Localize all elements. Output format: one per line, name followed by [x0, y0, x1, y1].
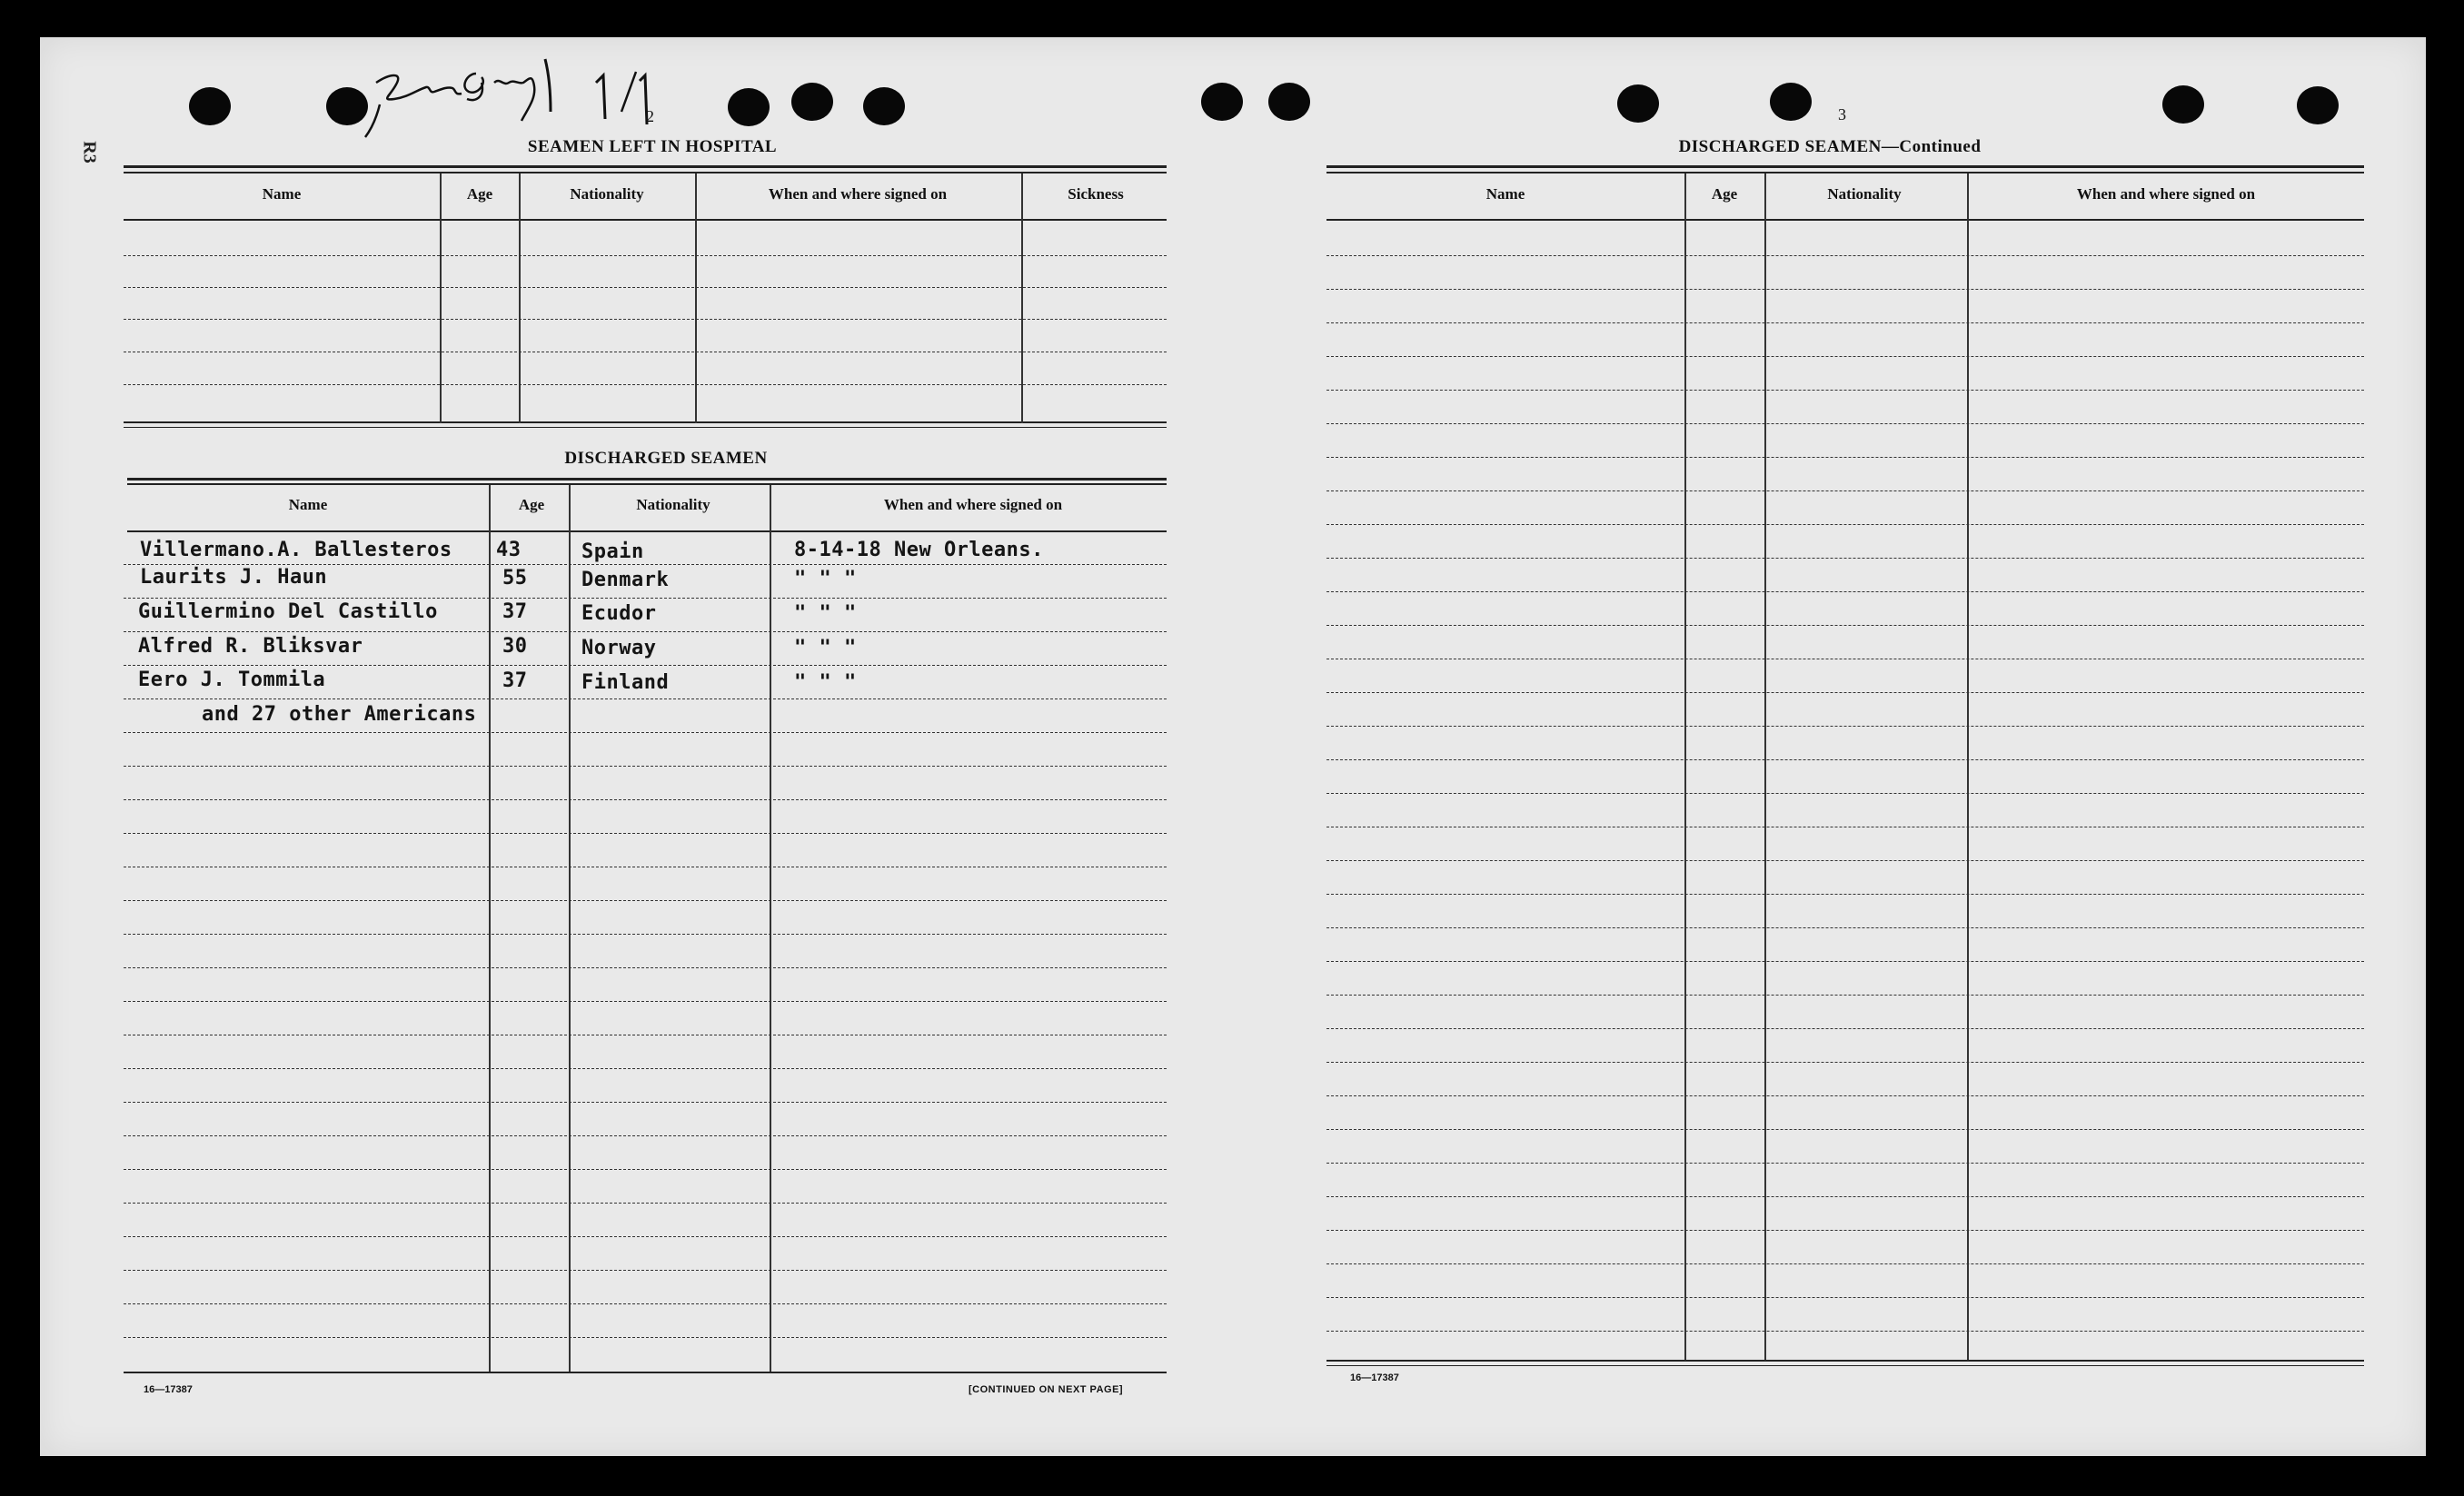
row-line [1326, 860, 2364, 861]
table-bottom-rule [124, 1372, 1167, 1373]
punch-hole [791, 83, 833, 121]
right-page-number: 3 [1838, 105, 1846, 124]
seaman-name: Villermano.A. Ballesteros [140, 539, 452, 561]
header-bottom-rule [124, 219, 1167, 221]
row-line [1326, 356, 2364, 357]
seaman-name: Alfred R. Bliksvar [138, 635, 363, 658]
header-bottom-rule [127, 530, 1167, 532]
column-divider [695, 173, 697, 423]
column-divider [770, 485, 771, 1372]
punch-hole [1770, 83, 1812, 121]
table-bottom-rule [124, 427, 1167, 428]
seaman-nationality: Ecudor [581, 602, 657, 625]
table-bottom-rule [1326, 1365, 2364, 1366]
column-divider [1021, 173, 1023, 423]
row-line [124, 967, 1167, 968]
hospital-header-name: Name [262, 185, 302, 203]
discharged-header-name: Name [288, 496, 328, 513]
row-line [1326, 1095, 2364, 1096]
row-line [124, 698, 1167, 699]
punch-hole [1617, 84, 1659, 123]
row-line [124, 1102, 1167, 1103]
left-form-number: 16—17387 [144, 1384, 193, 1395]
right-header-nationality: Nationality [1827, 185, 1902, 203]
right-form-number: 16—17387 [1350, 1372, 1399, 1383]
document-sheet [40, 37, 2426, 1456]
row-line [124, 732, 1167, 733]
seaman-age: 37 [502, 600, 528, 623]
column-divider [1764, 173, 1766, 1360]
seaman-signed-on: " " " [794, 671, 857, 694]
row-line [1326, 1230, 2364, 1231]
table-top-rule [124, 172, 1167, 173]
seaman-age: 37 [502, 669, 528, 692]
punch-hole [1201, 83, 1243, 121]
row-line [1326, 927, 2364, 928]
row-line [124, 799, 1167, 800]
row-line [1326, 390, 2364, 391]
hospital-header-sickness: Sickness [1068, 185, 1124, 203]
row-line [124, 1135, 1167, 1136]
row-line [124, 1236, 1167, 1237]
row-line [1326, 1129, 2364, 1130]
hospital-header-age: Age [466, 185, 493, 203]
row-line [124, 833, 1167, 834]
punch-hole [2162, 85, 2204, 124]
column-divider [1967, 173, 1969, 1360]
row-line [124, 631, 1167, 632]
row-line [124, 1270, 1167, 1271]
hospital-header-signed-on: When and where signed on [768, 185, 948, 203]
column-divider [489, 485, 491, 1372]
column-divider [519, 173, 521, 423]
row-line [1326, 1196, 2364, 1197]
row-line [1326, 894, 2364, 895]
right-header-age: Age [1711, 185, 1738, 203]
table-top-rule [124, 165, 1167, 168]
seaman-name: Guillermino Del Castillo [138, 600, 438, 623]
punch-hole [189, 87, 231, 125]
hospital-header-nationality: Nationality [570, 185, 644, 203]
seaman-signed-on: " " " [794, 568, 857, 590]
column-divider [1684, 173, 1686, 1360]
row-line [1326, 558, 2364, 559]
row-line [124, 900, 1167, 901]
punch-hole [863, 87, 905, 125]
table-bottom-rule [124, 421, 1167, 423]
right-header-signed-on: When and where signed on [2076, 185, 2256, 203]
row-line [124, 934, 1167, 935]
row-line [1326, 591, 2364, 592]
row-line [1326, 961, 2364, 962]
row-line [124, 384, 1167, 385]
row-line [1326, 793, 2364, 794]
punch-hole [728, 88, 770, 126]
left-page-number: 2 [646, 107, 654, 125]
row-line [124, 564, 1167, 565]
row-line [124, 1001, 1167, 1002]
table-bottom-rule [1326, 1360, 2364, 1362]
hospital-section-title: SEAMEN LEFT IN HOSPITAL [527, 137, 778, 156]
row-line [1326, 995, 2364, 996]
seaman-name: Laurits J. Haun [140, 566, 328, 589]
row-line [124, 319, 1167, 320]
row-line [1326, 1331, 2364, 1332]
row-line [1326, 759, 2364, 760]
row-line [1326, 625, 2364, 626]
row-line [1326, 1297, 2364, 1298]
discharged-note: and 27 other Americans [202, 703, 477, 726]
seaman-age: 55 [502, 567, 528, 589]
row-line [124, 1337, 1167, 1338]
row-line [124, 766, 1167, 767]
seaman-signed-on: " " " [794, 602, 857, 625]
row-line [1326, 1263, 2364, 1264]
row-line [1326, 1028, 2364, 1029]
row-line [124, 665, 1167, 666]
row-line [1326, 490, 2364, 491]
header-bottom-rule [1326, 219, 2364, 221]
seaman-age: 30 [502, 635, 528, 658]
row-line [1326, 1062, 2364, 1063]
column-divider [569, 485, 571, 1372]
row-line [124, 287, 1167, 288]
seaman-nationality: Spain [581, 540, 644, 563]
row-line [1326, 289, 2364, 290]
row-line [124, 1169, 1167, 1170]
seaman-age: 43 [496, 539, 522, 561]
table-top-rule [1326, 172, 2364, 173]
handwritten-signature [340, 46, 594, 146]
row-line [1326, 423, 2364, 424]
discharged-section-title: DISCHARGED SEAMEN [564, 449, 768, 468]
table-top-rule [127, 483, 1167, 485]
continued-note: [CONTINUED ON NEXT PAGE] [969, 1384, 1124, 1395]
seaman-nationality: Denmark [581, 569, 670, 591]
row-line [124, 1303, 1167, 1304]
row-line [124, 255, 1167, 256]
row-line [124, 1203, 1167, 1204]
seaman-nationality: Finland [581, 671, 670, 694]
discharged-header-age: Age [518, 496, 545, 513]
row-line [1326, 322, 2364, 323]
column-divider [440, 173, 442, 423]
right-page-title: DISCHARGED SEAMEN—Continued [1678, 137, 1982, 156]
row-line [1326, 457, 2364, 458]
right-header-name: Name [1485, 185, 1525, 203]
row-line [124, 1068, 1167, 1069]
discharged-header-signed-on: When and where signed on [883, 496, 1063, 513]
margin-mark: R3 [79, 141, 100, 163]
table-top-rule [1326, 165, 2364, 168]
seaman-signed-on: " " " [794, 637, 857, 659]
row-line [124, 598, 1167, 599]
row-line [1326, 524, 2364, 525]
punch-hole [1268, 83, 1310, 121]
punch-hole [2297, 86, 2339, 124]
seaman-signed-on: 8-14-18 New Orleans. [794, 539, 1044, 561]
discharged-header-nationality: Nationality [636, 496, 710, 513]
row-line [1326, 1163, 2364, 1164]
table-top-rule [127, 478, 1167, 481]
row-line [1326, 255, 2364, 256]
row-line [1326, 692, 2364, 693]
seaman-nationality: Norway [581, 637, 657, 659]
row-line [1326, 726, 2364, 727]
seaman-name: Eero J. Tommila [138, 669, 326, 691]
